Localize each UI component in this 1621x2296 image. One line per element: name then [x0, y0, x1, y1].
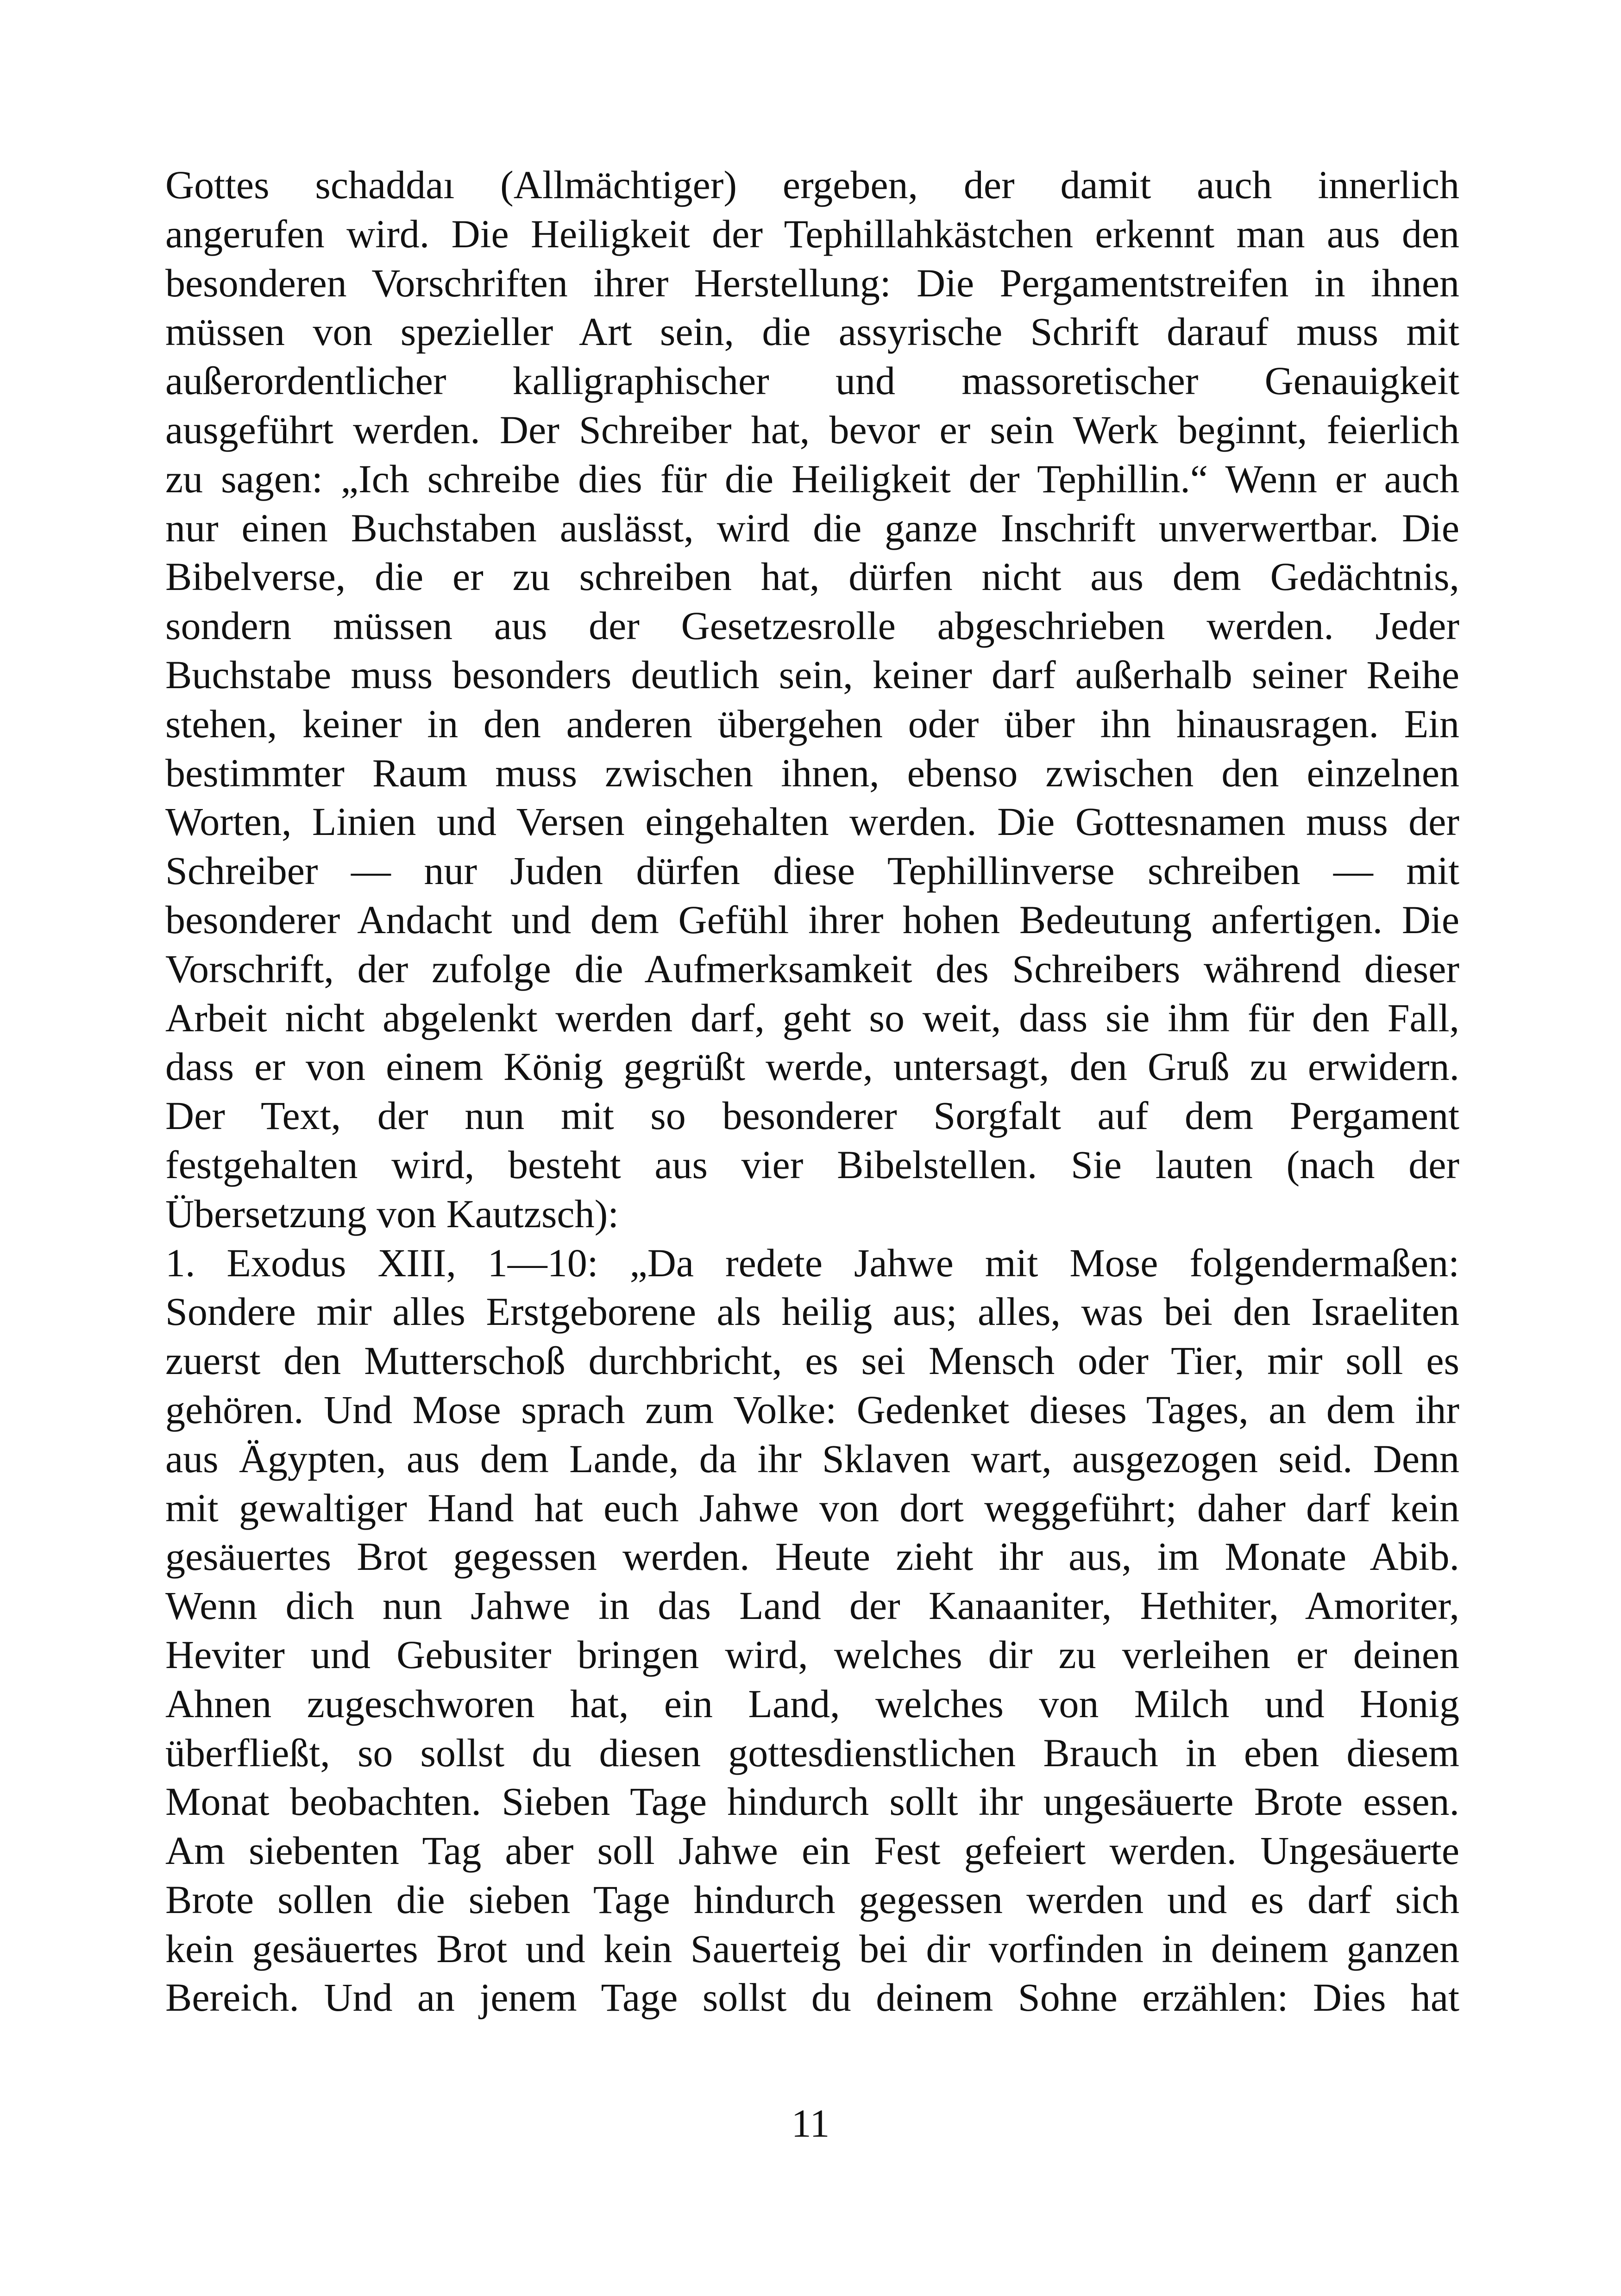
- text-line: Schreiber — nur Juden dürfen diese Tephillinverse schreiben — mit: [165, 848, 1459, 893]
- text-line: ausgeführt werden. Der Schreiber hat, bevor er sein Werk beginnt, feierlich: [165, 407, 1459, 452]
- text-line: Gottes schaddaı (Allmächtiger) ergeben, der damit auch innerlich: [165, 163, 1459, 207]
- body-text: [165, 161, 1459, 2022]
- text-line: Buchstabe muss besonders deutlich sein, keiner darf außerhalb seiner Reihe: [165, 652, 1459, 697]
- page-number: 11: [791, 2101, 830, 2145]
- text-line: gehören. Und Mose sprach zum Volke: Gedenket dieses Tages, an dem ihr: [165, 1387, 1459, 1432]
- text-line: mit gewaltiger Hand hat euch Jahwe von dort weggeführt; daher darf kein: [165, 1485, 1459, 1530]
- text-line: nur einen Buchstaben auslässt, wird die ganze Inschrift unverwertbar. Die: [165, 505, 1459, 550]
- text-line: zuerst den Mutterschoß durchbricht, es sei Mensch oder Tier, mir soll es: [165, 1338, 1459, 1383]
- text-line: Bibelverse, die er zu schreiben hat, dürfen nicht aus dem Gedächtnis,: [165, 554, 1459, 599]
- text-line: Arbeit nicht abgelenkt werden darf, geht so weit, dass sie ihm für den Fall,: [165, 995, 1459, 1040]
- text-line: Übersetzung von Kautzsch):: [165, 1191, 619, 1236]
- text-line: 1. Exodus XIII, 1—10: „Da redete Jahwe mit Mose folgendermaßen:: [165, 1240, 1459, 1285]
- text-line: Ahnen zugeschworen hat, ein Land, welches von Milch und Honig: [165, 1681, 1459, 1726]
- text-line: gesäuertes Brot gegessen werden. Heute zieht ihr aus, im Monate Abib.: [165, 1534, 1459, 1579]
- text-line: sondern müssen aus der Gesetzesrolle abgeschrieben werden. Jeder: [165, 603, 1459, 648]
- text-line: bestimmter Raum muss zwischen ihnen, ebenso zwischen den einzelnen: [165, 750, 1459, 795]
- text-line: Der Text, der nun mit so besonderer Sorgfalt auf dem Pergament: [165, 1093, 1459, 1138]
- text-line: besonderer Andacht und dem Gefühl ihrer hohen Bedeutung anfertigen. Die: [165, 897, 1459, 942]
- text-line: müssen von spezieller Art sein, die assyrische Schrift darauf muss mit: [165, 309, 1459, 354]
- text-line: zu sagen: „Ich schreibe dies für die Heiligkeit der Tephillin.“ Wenn er auch: [165, 456, 1459, 501]
- text-line: Sondere mir alles Erstgeborene als heilig aus; alles, was bei den Israeliten: [165, 1289, 1459, 1334]
- text-line: überfließt, so sollst du diesen gottesdienstlichen Brauch in eben diesem: [165, 1730, 1459, 1775]
- text-line: stehen, keiner in den anderen übergehen oder über ihn hinausragen. Ein: [165, 701, 1459, 746]
- text-line: Worten, Linien und Versen eingehalten werden. Die Gottesnamen muss der: [165, 799, 1459, 844]
- text-line: dass er von einem König gegrüßt werde, untersagt, den Gruß zu erwidern.: [165, 1044, 1459, 1089]
- text-line: aus Ägypten, aus dem Lande, da ihr Sklaven wart, ausgezogen seid. Denn: [165, 1436, 1459, 1481]
- text-line: kein gesäuertes Brot und kein Sauerteig bei dir vorfinden in deinem ganzen: [165, 1926, 1459, 1971]
- text-line: Brote sollen die sieben Tage hindurch gegessen werden und es darf sich: [165, 1877, 1459, 1922]
- text-line: angerufen wird. Die Heiligkeit der Tephillahkästchen erkennt man aus den: [165, 211, 1459, 256]
- text-line: Am siebenten Tag aber soll Jahwe ein Fest gefeiert werden. Ungesäuerte: [165, 1828, 1459, 1873]
- text-line: Vorschrift, der zufolge die Aufmerksamkeit des Schreibers während dieser: [165, 946, 1459, 991]
- text-line: Heviter und Gebusiter bringen wird, welches dir zu verleihen er deinen: [165, 1632, 1459, 1677]
- text-line: festgehalten wird, besteht aus vier Bibelstellen. Sie lauten (nach der: [165, 1142, 1459, 1187]
- text-line: Monat beobachten. Sieben Tage hindurch sollt ihr ungesäuerte Brote essen.: [165, 1779, 1459, 1824]
- text-line: Bereich. Und an jenem Tage sollst du deinem Sohne erzählen: Dies hat: [165, 1975, 1459, 2020]
- text-line: besonderen Vorschriften ihrer Herstellung: Die Pergamentstreifen in ihnen: [165, 260, 1459, 305]
- text-line: außerordentlicher kalligraphischer und massoretischer Genauigkeit: [165, 358, 1459, 403]
- text-line: Wenn dich nun Jahwe in das Land der Kanaaniter, Hethiter, Amoriter,: [165, 1583, 1459, 1628]
